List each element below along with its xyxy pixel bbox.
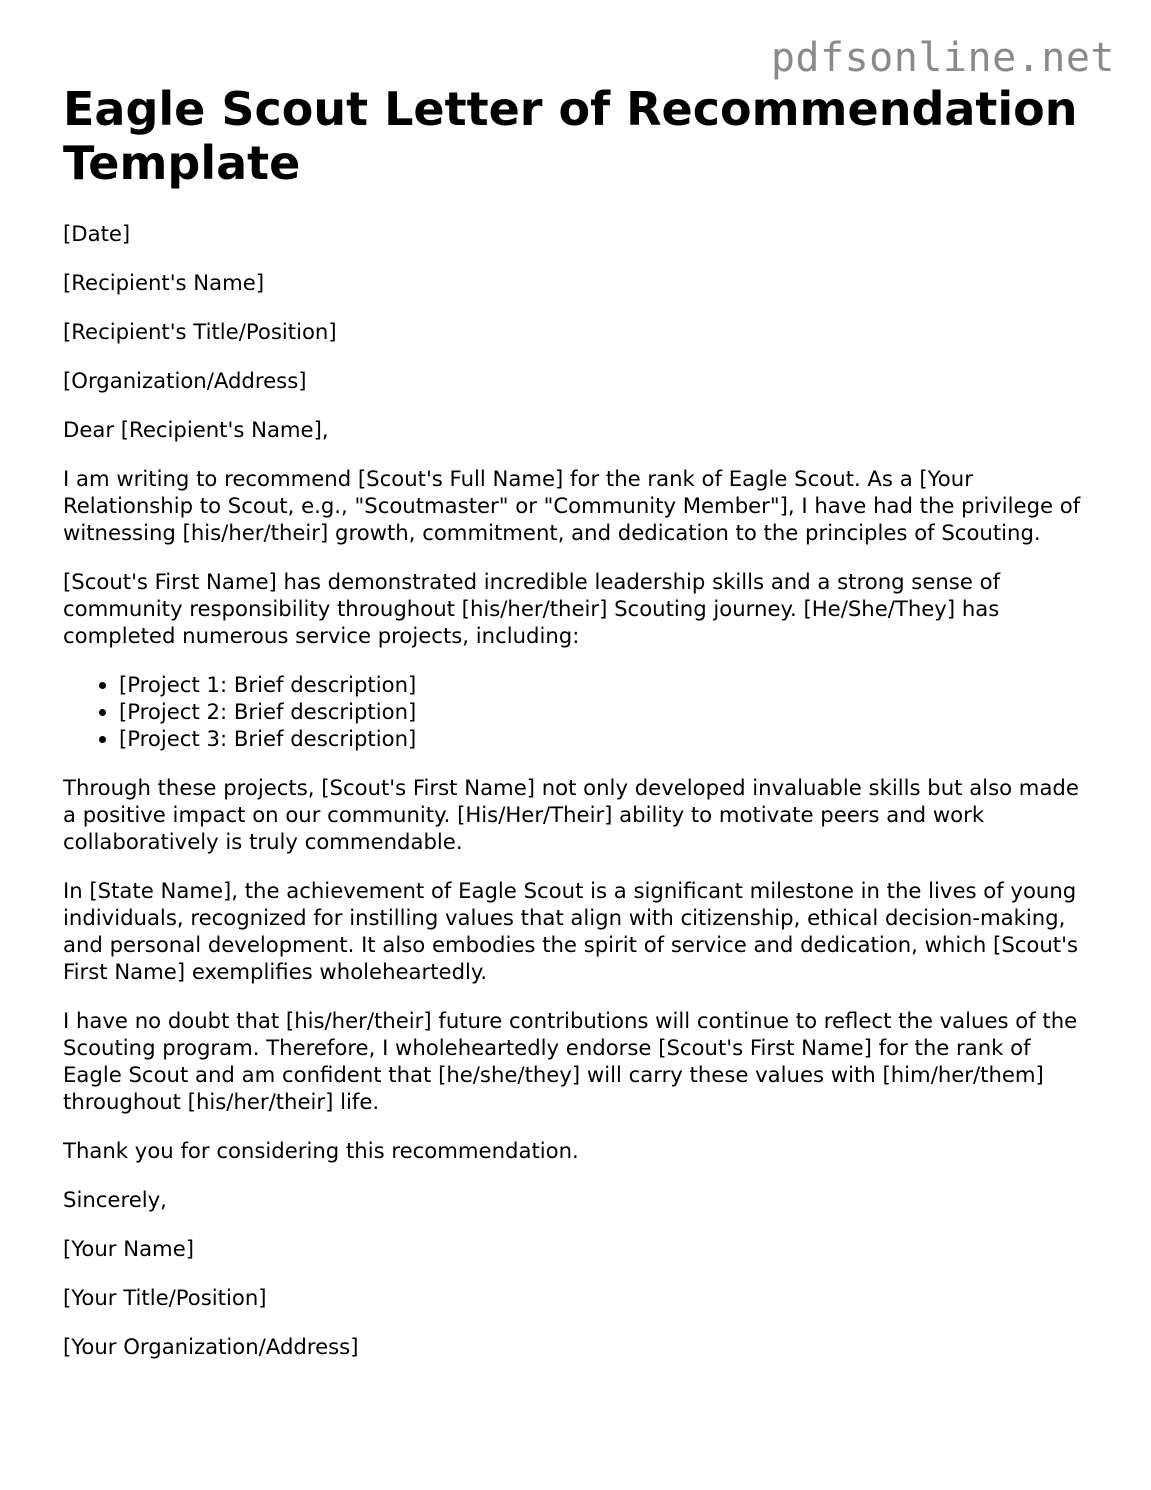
organization-line: [Organization/Address] — [63, 368, 307, 393]
list-item: • [Project 1: Brief description] — [119, 671, 1093, 698]
watermark: pdfsonline.net — [770, 35, 1115, 81]
document-page — [63, 82, 1093, 1382]
your-organization-line: [Your Organization/Address] — [63, 1334, 359, 1359]
recipient-title-line: [Recipient's Title/Position] — [63, 319, 337, 344]
sign-off: Sincerely, — [63, 1187, 167, 1212]
paragraph-thanks: Thank you for considering this recommendation. — [63, 1138, 579, 1163]
paragraph-introduction: I am writing to recommend [Scout's Full Name] for the rank of Eagle Scout. As a [Your Relationship to Scout, e.g., "Scoutmaster" or "Community Member"], I have had the privilege of witnessing [his/her/their] growth, commitment, and dedication to the principles of Scouting. — [63, 466, 1081, 545]
paragraph-state: In [State Name], the achievement of Eagle Scout is a significant milestone in the lives of young individuals, recognized for instilling values that align with citizenship, ethical decision-making, and personal development. It also embodies the spirit of service and dedication, which [Scout's First Name] exemplifies wholeheartedly. — [63, 878, 1078, 984]
date-line: [Date] — [63, 221, 131, 246]
list-item: • [Project 2: Brief description] — [119, 698, 1093, 725]
paragraph-impact: Through these projects, [Scout's First Name] not only developed invaluable skills but also made a positive impact on our community. [His/Her/Their] ability to motivate peers and work collaboratively is truly commendable. — [63, 775, 1079, 854]
your-title-line: [Your Title/Position] — [63, 1285, 267, 1310]
salutation: Dear [Recipient's Name], — [63, 417, 329, 442]
paragraph-leadership: [Scout's First Name] has demonstrated incredible leadership skills and a strong sense of community responsibility throughout [his/her/their] Scouting journey. [He/She/They] has completed numerous service projects, including: — [63, 569, 1001, 648]
list-item: • [Project 3: Brief description] — [119, 725, 1093, 752]
document-title: Eagle Scout Letter of Recommendation Template — [63, 82, 1078, 190]
your-name-line: [Your Name] — [63, 1236, 195, 1261]
project-list — [63, 671, 1093, 752]
paragraph-endorsement: I have no doubt that [his/her/their] future contributions will continue to reflect the values of the Scouting program. Therefore, I wholeheartedly endorse [Scout's First Name] for the rank of Eagle Scout and am confident that [he/she/they] will carry these values with [him/her/them] throughout [his/her/their] life. — [63, 1008, 1078, 1114]
recipient-name-line: [Recipient's Name] — [63, 270, 265, 295]
